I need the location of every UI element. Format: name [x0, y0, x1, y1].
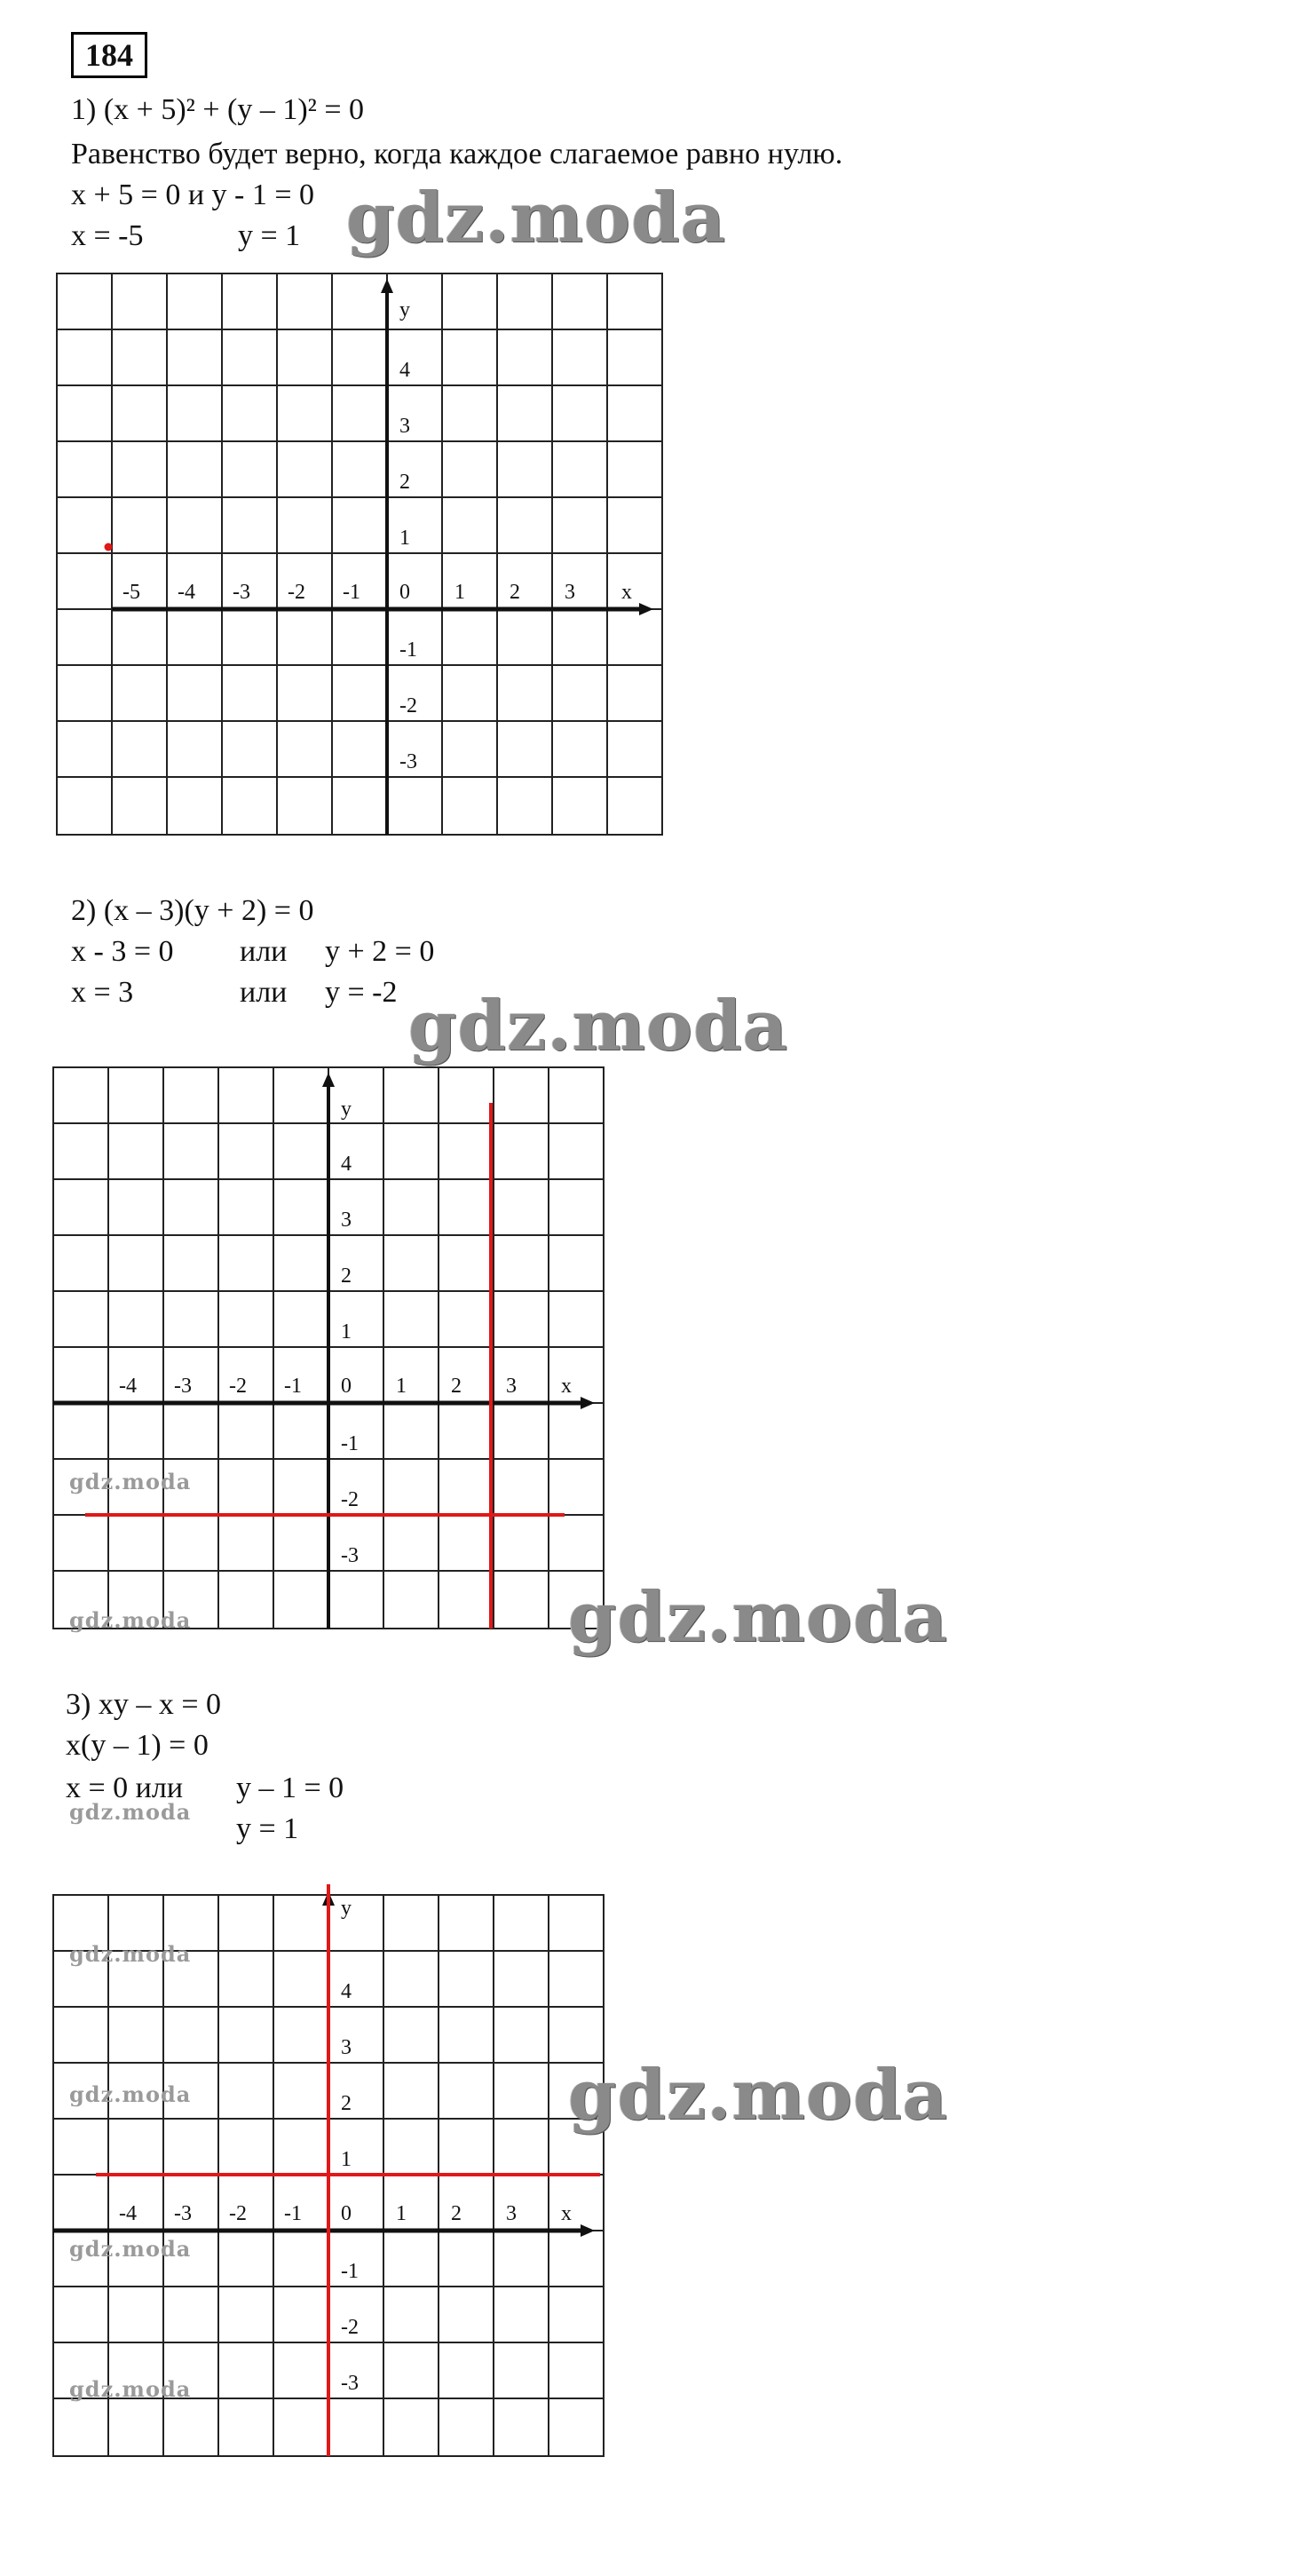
y-axis-arrow-icon	[322, 1073, 335, 1087]
y-tick-label: 1	[341, 1320, 352, 1343]
y-axis-label: y	[341, 1098, 352, 1121]
watermark: gdz.moda	[69, 2376, 192, 2402]
x-tick-label: 0	[341, 2202, 352, 2225]
part2-equation: 2) (x – 3)(y + 2) = 0	[71, 894, 314, 927]
x-tick-labels	[122, 581, 632, 604]
y-tick-label: 2	[399, 471, 410, 494]
part1-equation: 1) (x + 5)² + (y – 1)² = 0	[71, 93, 365, 126]
x-tick-label: 3	[565, 581, 575, 604]
x-tick-label: -4	[119, 2202, 137, 2225]
y-tick-label: -1	[341, 1432, 359, 1455]
graph-1	[53, 270, 675, 847]
y-tick-label: 3	[399, 415, 410, 438]
x-tick-labels	[119, 1375, 572, 1398]
x-tick-label: -2	[229, 2202, 247, 2225]
y-axis-arrow-icon	[381, 279, 393, 293]
watermark: gdz.moda	[568, 1577, 949, 1658]
part3-case-y: y – 1 = 0	[236, 1771, 344, 1804]
x-tick-label: -3	[233, 581, 250, 604]
y-tick-label: 4	[341, 1980, 352, 2003]
part3-equation: 3) xy – x = 0	[66, 1688, 221, 1721]
y-tick-label: -2	[399, 694, 417, 717]
graph-1-grid	[57, 273, 662, 835]
y-tick-labels	[341, 1897, 359, 2395]
watermark: gdz.moda	[69, 1799, 192, 1825]
y-tick-label: -2	[341, 2316, 359, 2339]
watermark: gdz.moda	[69, 1469, 192, 1494]
x-tick-label: -4	[119, 1375, 137, 1398]
y-tick-label: -1	[399, 638, 417, 662]
y-axis-label: y	[341, 1897, 352, 1920]
x-tick-label: 0	[341, 1375, 352, 1398]
x-tick-label: 1	[396, 1375, 407, 1398]
part2-or: или	[240, 976, 288, 1009]
part1-system: x + 5 = 0 и y - 1 = 0	[71, 178, 315, 211]
x-tick-label: -4	[178, 581, 195, 604]
x-tick-label: -1	[343, 581, 360, 604]
watermark: gdz.moda	[69, 1607, 192, 1633]
y-tick-label: -3	[341, 1544, 359, 1567]
watermark: gdz.moda	[568, 2055, 949, 2136]
y-tick-labels	[399, 298, 417, 773]
x-tick-label: 2	[451, 2202, 462, 2225]
y-tick-label: 2	[341, 1264, 352, 1288]
task-number: 184	[71, 32, 147, 78]
y-tick-label: 2	[341, 2092, 352, 2115]
part2-or: или	[240, 935, 288, 968]
x-tick-label: -5	[122, 581, 140, 604]
y-tick-label: -1	[341, 2260, 359, 2283]
x-tick-label: -2	[288, 581, 305, 604]
x-tick-label: -1	[284, 2202, 302, 2225]
y-tick-label: -3	[341, 2372, 359, 2395]
watermark: gdz.moda	[69, 2236, 192, 2262]
x-axis-arrow-icon	[639, 603, 653, 615]
x-tick-label: 3	[506, 1375, 517, 1398]
y-tick-label: -3	[399, 750, 417, 773]
part1-explanation: Равенство будет верно, когда каждое слагаемое равно нулю.	[71, 138, 843, 170]
x-axis-arrow-icon	[581, 1397, 595, 1409]
y-axis-label: y	[399, 298, 410, 321]
x-axis-label: x	[561, 2202, 572, 2225]
part2-x-solution: x = 3	[71, 976, 134, 1009]
part3-case-x: x = 0 или	[66, 1771, 184, 1804]
watermark: gdz.moda	[408, 986, 789, 1066]
part3-factored: x(y – 1) = 0	[66, 1729, 209, 1762]
y-tick-label: 4	[341, 1153, 352, 1176]
x-tick-label: 2	[510, 581, 520, 604]
part2-case-x: x - 3 = 0	[71, 935, 174, 968]
watermark: gdz.moda	[69, 1941, 192, 1967]
watermark: gdz.moda	[346, 178, 727, 258]
part2-case-y: y + 2 = 0	[325, 935, 435, 968]
part1-x-solution: x = -5	[71, 219, 144, 252]
part1-y-solution: y = 1	[238, 219, 301, 252]
watermark: gdz.moda	[69, 2081, 192, 2107]
x-tick-label: -2	[229, 1375, 247, 1398]
x-tick-label: 1	[396, 2202, 407, 2225]
x-axis-label: x	[561, 1375, 572, 1398]
x-axis-label: x	[621, 581, 632, 604]
part2-y-solution: y = -2	[325, 976, 398, 1009]
y-tick-label: 1	[399, 527, 410, 550]
y-tick-labels	[341, 1098, 359, 1567]
x-tick-label: 0	[399, 581, 410, 604]
y-tick-label: 3	[341, 2036, 352, 2059]
solution-point	[105, 543, 113, 551]
x-axis-arrow-icon	[581, 2224, 595, 2237]
x-tick-label: -3	[174, 2202, 192, 2225]
x-tick-label: -1	[284, 1375, 302, 1398]
y-tick-label: 3	[341, 1209, 352, 1232]
y-tick-label: 4	[399, 359, 410, 382]
x-tick-labels	[119, 2202, 572, 2225]
part3-y-solution: y = 1	[236, 1812, 299, 1845]
graph-2	[50, 1064, 618, 1641]
x-tick-label: -3	[174, 1375, 192, 1398]
y-tick-label: 1	[341, 2148, 352, 2171]
y-tick-label: -2	[341, 1488, 359, 1511]
x-tick-label: 2	[451, 1375, 462, 1398]
x-tick-label: 3	[506, 2202, 517, 2225]
x-tick-label: 1	[454, 581, 465, 604]
